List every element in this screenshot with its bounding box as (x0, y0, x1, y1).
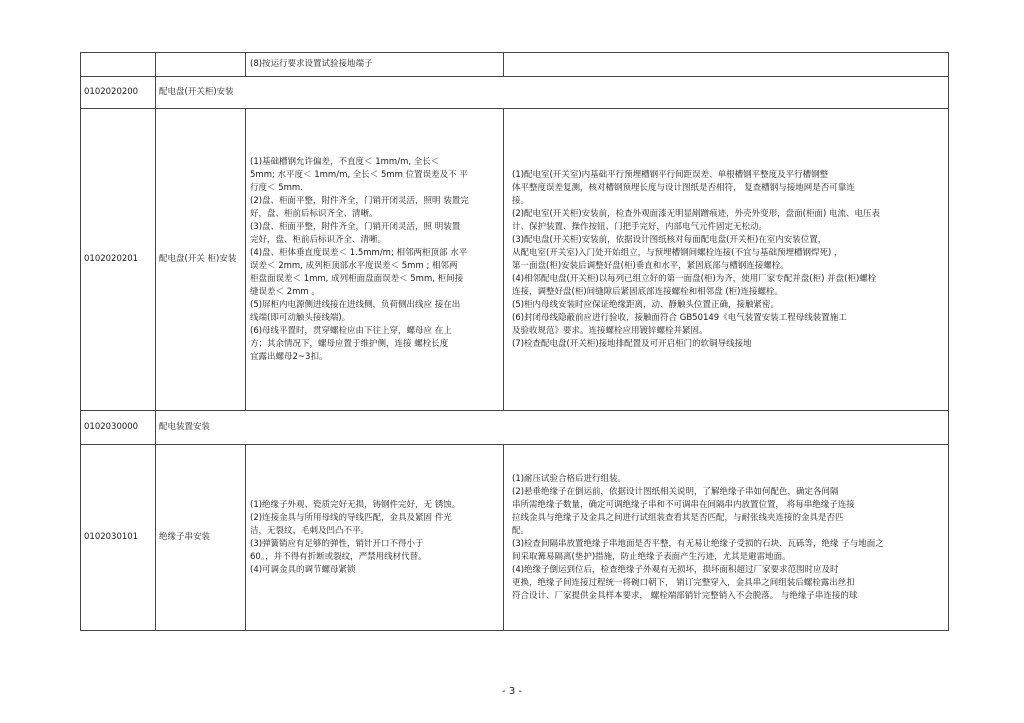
item-name: 配电盘(开关 柜)安装 (156, 109, 246, 411)
text-line: (6)母线平置时，贯穿螺栓应由下往上穿，螺母应 在上 (250, 325, 452, 336)
text-line: 第一面盘(柜)安装后调整好盘(柜)垂直和水平，紧固底部与槽钢连接螺栓。 (512, 260, 789, 271)
text-line: 60。，并不得有折断或裂纹，严禁用线材代替。 (250, 551, 427, 562)
text-line: (3)配电盘(开关柜)安装前，依据设计图纸核对每面配电盘(开关柜)在室内安装位置， (512, 234, 827, 245)
text-line: (4)绝缘子倒运到位后，检查绝缘子外观有无损坏，损坏面积超过厂家要求范围时应及时 (512, 564, 839, 575)
measure-cell (504, 109, 949, 411)
text-line: 间采取篝易隔离(垫护)措施，防止绝缘子表面产生污迹，尤其是避雷地面。 (512, 551, 791, 562)
text-line: 5mm; 水平度＜ 1mm/m, 全长＜ 5mm 位置误差及不 平 (250, 169, 468, 180)
text-line: (6)封闭母线隐蔽前应进行验收，接触面符合 GB50149《电气装置安装工程母线装置施工 (512, 312, 847, 323)
section-name: 配电盘(开关柜)安装 (156, 77, 949, 109)
code-cell (81, 53, 156, 77)
text-line: (5)屏柜内电源侧进线接在进线侧，负荷侧出线应 接在出 (250, 299, 461, 310)
text-line: 柜盘面误差＜ 1mm, 成列柜面盘面误差＜ 5mm, 柜间接 (250, 273, 464, 284)
item-code: 0102020201 (81, 109, 156, 411)
text-line: 接。 (512, 195, 530, 206)
text-line: (3)盘、柜面平整，附件齐全，门销开闭灵活，照 明装置 (250, 221, 461, 232)
text-line: (3)检查间隔串放置绝缘子串地面是否平整，有无易让绝缘子受损的石块、瓦砾等，绝缘 子与地面之 (512, 538, 884, 549)
quality-requirement-cell (246, 53, 504, 77)
text-line: (2)配电室(开关柜)安装前，检查外观面漆无明显剐蹭痕迹，外壳外变形，盘面(柜面) 电流、电压表 (512, 208, 881, 219)
text-line: (1)配电室(开关室)内基础平行预埋槽钢平行间距误差、单根槽钢平整度及平行槽钢整 (512, 169, 829, 180)
text-line: 计、保护装置、操作按钮、门把手完好，内部电气元件固定无松动。 (512, 221, 768, 232)
text-line: (3)弹簧销应有足够的弹性，销针开口不得小于 (250, 538, 424, 549)
text-line: 串所需绝缘子数量，确定可调绝缘子串和不可调串在间隔串内放置位置， 将每串绝缘子连接 (512, 499, 855, 510)
requirement-list (246, 499, 503, 577)
page-number: - 3 - (502, 686, 522, 697)
text-line: (5)柜内母线安装时应保证绝缘距离，动、静触头位置正确，接触紧密。 (512, 299, 780, 310)
quality-requirement-cell (246, 109, 504, 411)
text-line: 连接，调整好盘(柜)间缝隙后紧固底部连接螺栓和相邻盘 (柜)连接螺栓。 (512, 286, 783, 297)
measure-list (504, 473, 948, 603)
section-row (81, 77, 949, 109)
text-line: (2)连接金具与所用母线的导线匹配，金具及紧固 件光 (250, 512, 452, 523)
section-code: 0102020200 (81, 77, 156, 109)
text-line: 误差＜ 2mm, 成列柜顶部水平度误差＜ 5mm ; 相邻两 (250, 260, 458, 271)
item-code: 0102030101 (81, 445, 156, 631)
specification-table (80, 52, 949, 631)
text-line: 体平整度误差复测，核对槽钢预埋长度与设计图纸是否相符， 复查槽钢与接地网是否可靠连 (512, 182, 855, 193)
measure-list (504, 169, 948, 351)
text-line: 拉线金具与绝缘子及金具之间进行试组装查看其是否匹配，与耐张线夹连接的金具是否匹 (512, 512, 844, 523)
table-row (81, 53, 949, 77)
section-code: 0102030000 (81, 411, 156, 445)
text-line: 洁，无裂纹、毛刺及凹凸不平。 (250, 525, 370, 536)
text-line: 宜露出螺母2~3扣。 (250, 351, 328, 362)
measure-cell (504, 445, 949, 631)
text-line: 及验收规范》要求。连接螺栓应用镀锌螺栓并紧固。 (512, 325, 708, 336)
text-line: (1)耐压试验合格后进行组装。 (512, 473, 627, 484)
text-line: (7)检查配电盘(开关柜)接地排配置及可开启柜门的软铜导线接地 (512, 338, 752, 349)
text-line: (4)盘、柜体垂直度误差＜ 1.5mm/m; 相邻两柜顶部 水平 (250, 247, 468, 258)
text-line: (1)基础槽钢允许偏差，不直度＜ 1mm/m, 全长＜ (250, 156, 440, 167)
table-row (81, 109, 949, 411)
text-line: 线端(即可动触头接线端)。 (250, 312, 351, 323)
name-cell (156, 53, 246, 77)
measure-cell (504, 53, 949, 77)
section-name: 配电装置安装 (156, 411, 949, 445)
text-line: 更换，绝缘子间连接过程统一将碗口朝下， 销订完整穿入，金具串之间组装后螺栓露出丝扣 (512, 577, 855, 588)
text-line: 完好，盘、柜前后标识齐全、清晰。 (250, 234, 387, 245)
text-line: 行度＜ 5mm. (250, 182, 303, 193)
text-line: (2)盘、柜面平整，附件齐全，门销开闭灵活，照明 装置完 (250, 195, 469, 206)
text-line: (2)悬垂绝缘子在倒运前，依据设计图纸相关说明，了解绝缘子串如何配色，确定各间隔 (512, 486, 839, 497)
item-name: 绝缘子串安装 (156, 445, 246, 631)
text-line: (4)可调金具的调节螺母紧锁 (250, 564, 356, 575)
table-row (81, 445, 949, 631)
text-line: (4)相邻配电盘(开关柜)以每列已组立好的第一面盘(柜)为齐，使用厂家专配并盘(柜) 并盘(柜)螺栓 (512, 273, 877, 284)
section-row (81, 411, 949, 445)
text-line: 缝误差＜ 2mm 。 (250, 286, 320, 297)
text-line: 方；其余情况下，螺母应置于维护侧，连接 螺栓长度 (250, 338, 449, 349)
requirement-text: (8)按运行要求设置试验接地端子 (250, 59, 373, 69)
text-line: 好，盘、柜前后标识齐全、清晰。 (250, 208, 378, 219)
requirement-list (246, 156, 503, 364)
text-line: 符合设计、厂家提供金具样本要求， 螺栓端部销针完整销入不会脱落。 与绝缘子串连接的球 (512, 590, 858, 601)
text-line: 配。 (512, 525, 530, 536)
text-line: 从配电室(开关室)入门处开始组立，与预埋槽钢间螺栓连接(不宜与基础预埋槽钢焊死) ， (512, 247, 843, 258)
text-line: (1)绝缘子外观、瓷质完好无损，铸钢件完好，无 锈蚀。 (250, 499, 461, 510)
quality-requirement-cell (246, 445, 504, 631)
